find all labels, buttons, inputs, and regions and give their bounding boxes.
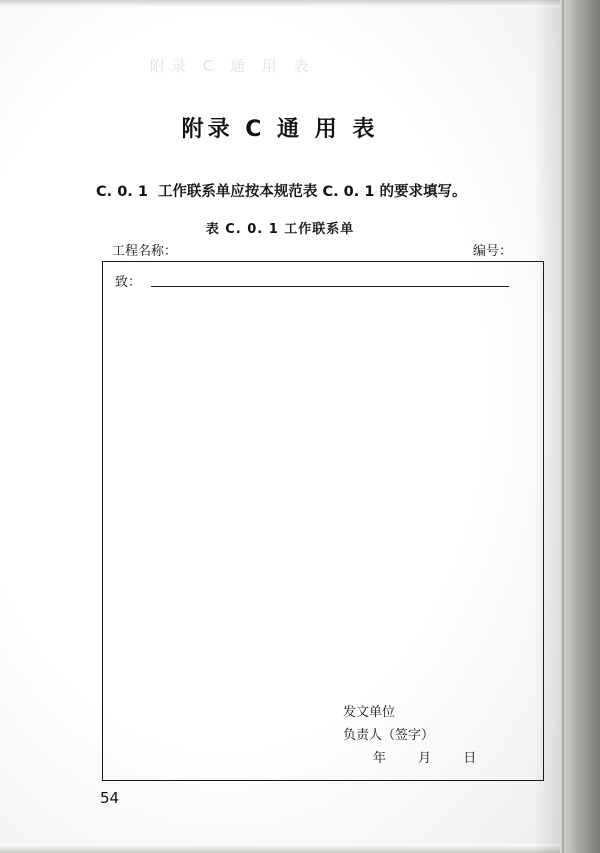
responsible-person-label: 负责人（签字） bbox=[343, 728, 435, 743]
project-name-label: 工程名称： bbox=[112, 244, 178, 259]
to-label: 致： bbox=[115, 275, 142, 290]
date-line-label: 年 月 日 bbox=[373, 751, 491, 766]
page-number: 54 bbox=[100, 789, 120, 807]
signature-block bbox=[281, 701, 521, 770]
issuing-unit-label: 发文单位 bbox=[343, 705, 396, 720]
clause-text: 工作联系单应按本规范表 C. 0. 1 的要求填写。 bbox=[157, 184, 467, 200]
work-contact-form-box bbox=[102, 261, 544, 781]
clause-paragraph bbox=[96, 180, 516, 201]
form-header-row bbox=[112, 240, 512, 260]
gutter-line bbox=[562, 0, 564, 853]
to-underline bbox=[151, 286, 509, 287]
bleed-through-ghost-text: 附录 C 通 用 表 bbox=[150, 57, 315, 75]
page-title: 附录 C 通 用 表 bbox=[181, 117, 379, 142]
table-caption: 表 C. 0. 1 工作联系单 bbox=[205, 222, 355, 237]
number-label: 编号： bbox=[472, 244, 512, 259]
clause-number: C. 0. 1 bbox=[96, 184, 148, 200]
book-gutter bbox=[560, 0, 600, 853]
